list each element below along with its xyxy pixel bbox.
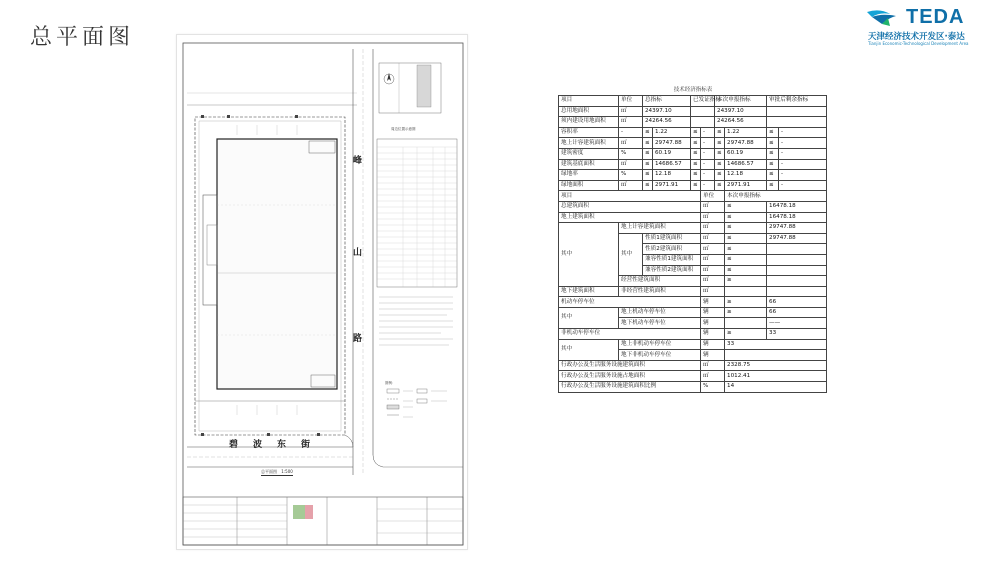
plan-scale: 1:500 [281, 469, 293, 474]
table-row [559, 159, 827, 170]
cell-value [767, 254, 827, 265]
cell-unit: 辆 [701, 297, 725, 308]
cell-group-label: 其中 [559, 339, 619, 360]
cell-op: ≤ [643, 170, 653, 181]
cell-name: 兼容性质1建筑面积 [643, 254, 701, 265]
plan-label-text: 总平面图 [261, 469, 277, 474]
cell-op: ≤ [715, 138, 725, 149]
header-issued: 已发证指标 [691, 96, 715, 107]
cell-value: —— [767, 318, 827, 329]
table-header-row [559, 96, 827, 107]
cell-name: 地上机动车停车位 [619, 307, 701, 318]
cell-issued: - [701, 148, 715, 159]
cell-unit: ㎡ [619, 159, 643, 170]
plan-label [261, 469, 293, 476]
cell-unit: ㎡ [619, 117, 643, 128]
cell-unit: ㎡ [701, 223, 725, 234]
cell-name: 总建筑面积 [559, 201, 701, 212]
table-row [559, 201, 827, 212]
cell-total: 29747.88 [653, 138, 691, 149]
cell-op: ≥ [725, 307, 767, 318]
table-row [559, 170, 827, 181]
cell-remain: - [779, 180, 827, 191]
cell-current: 2971.91 [725, 180, 767, 191]
cell-op: ≤ [715, 127, 725, 138]
cell-op: ≤ [643, 159, 653, 170]
cell-name: 行政办公及生活服务设施建筑面积 [559, 360, 701, 371]
cell-name: 地上建筑面积 [559, 212, 701, 223]
cell-value [767, 244, 827, 255]
cell-name: 非经营性建筑面积 [619, 286, 701, 297]
cell-name: 绿地率 [559, 170, 619, 181]
cell-current: 29747.88 [725, 138, 767, 149]
cell-current: 14686.57 [725, 159, 767, 170]
cell-op: ≤ [767, 170, 779, 181]
teda-logo [866, 6, 986, 50]
cell-total: 14686.57 [653, 159, 691, 170]
cell-name: 性质1建筑面积 [643, 233, 701, 244]
table-row [559, 360, 827, 371]
cell-value [767, 286, 827, 297]
cell-current: 60.19 [725, 148, 767, 159]
cell-op: ≥ [725, 329, 767, 340]
cell-unit: ㎡ [701, 371, 725, 382]
cell-op: ≤ [691, 148, 701, 159]
cell-name: 建筑基底面积 [559, 159, 619, 170]
cell-unit: ㎡ [701, 233, 725, 244]
header-item: 项目 [559, 96, 619, 107]
cell-value: 66 [767, 307, 827, 318]
header-current: 本次申报指标 [715, 96, 767, 107]
cell-total: 60.19 [653, 148, 691, 159]
cell-op: ≤ [725, 201, 767, 212]
cell-unit: 辆 [701, 307, 725, 318]
header-total: 总指标 [643, 96, 691, 107]
cell-unit: ㎡ [701, 286, 725, 297]
table-row [559, 297, 827, 308]
cell-unit: 辆 [701, 329, 725, 340]
cell-name: 地上计容建筑面积 [559, 138, 619, 149]
cell-op: ≤ [767, 180, 779, 191]
table-row [559, 117, 827, 128]
site-plan-drawing [176, 34, 468, 550]
cell-unit: ㎡ [619, 106, 643, 117]
cell-total: 24397.10 [643, 106, 691, 117]
cell-unit: ㎡ [701, 265, 725, 276]
cell-name: 行政办公及生活服务设施占地面积 [559, 371, 701, 382]
table-row [559, 223, 827, 234]
cell-issued [691, 117, 715, 128]
cell-op: ≤ [715, 180, 725, 191]
cell-unit: 辆 [701, 339, 725, 350]
cell-remain: - [779, 138, 827, 149]
header-unit: 单位 [619, 96, 643, 107]
cell-op: ≥ [725, 276, 767, 287]
cell-name: 建筑密度 [559, 148, 619, 159]
cell-op [725, 318, 767, 329]
cell-unit: ㎡ [701, 276, 725, 287]
cell-op: ≤ [767, 159, 779, 170]
road-label-fengshan-1: 峰 [353, 156, 363, 166]
table-row [559, 329, 827, 340]
cell-remain: - [779, 170, 827, 181]
cell-value [767, 265, 827, 276]
road-label-bibo-3: 东 [277, 440, 287, 450]
cell-current: 12.18 [725, 170, 767, 181]
logo-chinese-name: 天津经济技术开发区·泰达 [868, 32, 965, 42]
table-row [559, 138, 827, 149]
cell-value: 29747.88 [767, 223, 827, 234]
legend-title: 图例： [385, 381, 396, 385]
cell-name: 经营性建筑面积 [619, 276, 701, 287]
cell-op: ≤ [691, 170, 701, 181]
cell-unit: ㎡ [701, 360, 725, 371]
cell-name: 须内建设用地面积 [559, 117, 619, 128]
cell-issued [691, 106, 715, 117]
cell-group-label: 其中 [559, 223, 619, 287]
cell-op: ≤ [767, 127, 779, 138]
cell-op: ≤ [715, 170, 725, 181]
cell-op: ≤ [725, 244, 767, 255]
cell-issued: - [701, 138, 715, 149]
cell-unit: ㎡ [701, 212, 725, 223]
cell-current: 1.22 [725, 127, 767, 138]
cell-unit: 辆 [701, 318, 725, 329]
cell-value: 66 [767, 297, 827, 308]
cell-op: ≤ [725, 212, 767, 223]
table-row [559, 106, 827, 117]
table-row [559, 371, 827, 382]
tech-indicator-table [558, 95, 827, 393]
cell-op: ≤ [725, 254, 767, 265]
road-label-bibo-2: 波 [253, 440, 263, 450]
cell-name: 地上非机动车停车位 [619, 339, 701, 350]
cell-issued: - [701, 180, 715, 191]
lower-header-unit: 单位 [701, 191, 725, 202]
cell-total: 1.22 [653, 127, 691, 138]
cell-remain: - [779, 127, 827, 138]
cell-op: ≤ [643, 148, 653, 159]
table-row [559, 382, 827, 393]
cell-unit: ㎡ [701, 201, 725, 212]
road-label-bibo-4: 街 [301, 440, 311, 450]
cell-name: 非机动车停车位 [559, 329, 701, 340]
cell-value: 14 [725, 382, 827, 393]
cell-value [725, 350, 827, 361]
cell-op: ≤ [767, 148, 779, 159]
table-row [559, 127, 827, 138]
cell-unit: 辆 [701, 350, 725, 361]
tech-table-caption: 技术经济指标表 [673, 87, 713, 93]
site-plan-svg [177, 35, 469, 551]
cell-op: ≤ [643, 138, 653, 149]
cell-value: 33 [767, 329, 827, 340]
header-remain: 审批后剩余指标 [767, 96, 827, 107]
cell-name: 绿地面积 [559, 180, 619, 191]
cell-op: ≤ [691, 180, 701, 191]
cell-remain: - [779, 148, 827, 159]
cell-name: 行政办公及生活服务设施建筑面积比例 [559, 382, 701, 393]
cell-op: ≤ [715, 148, 725, 159]
table-row [559, 286, 827, 297]
cell-current: 24397.10 [715, 106, 767, 117]
cell-value: 2328.75 [725, 360, 827, 371]
cell-value: 29747.88 [767, 233, 827, 244]
page-title: 总平面图 [30, 25, 135, 50]
cell-unit: % [619, 148, 643, 159]
table-row [559, 212, 827, 223]
table-row [559, 148, 827, 159]
cell-name: 地下机动车停车位 [619, 318, 701, 329]
key-map-title: 周边位置示意图 [391, 127, 416, 131]
teda-wing-icon [866, 8, 906, 28]
cell-unit: % [701, 382, 725, 393]
road-label-bibo-1: 碧 [229, 440, 239, 450]
cell-issued: - [701, 159, 715, 170]
cell-name: 性质2建筑面积 [643, 244, 701, 255]
cell-value: 16478.18 [767, 212, 827, 223]
cell-total: 2971.91 [653, 180, 691, 191]
cell-current: 24264.56 [715, 117, 767, 128]
cell-name: 地上计容建筑面积 [619, 223, 701, 234]
table-row [559, 339, 827, 350]
cell-op: ≤ [691, 127, 701, 138]
cell-name: 容积率 [559, 127, 619, 138]
cell-remain [767, 106, 827, 117]
lower-header-current: 本次申报指标 [725, 191, 827, 202]
lower-header-row [559, 191, 827, 202]
cell-op [725, 286, 767, 297]
cell-op: ≤ [767, 138, 779, 149]
table-row [559, 307, 827, 318]
cell-remain [767, 117, 827, 128]
cell-total: 12.18 [653, 170, 691, 181]
cell-value: 33 [725, 339, 827, 350]
cell-value: 16478.18 [767, 201, 827, 212]
cell-op: ≤ [643, 127, 653, 138]
cell-op: ≥ [725, 297, 767, 308]
logo-wordmark: TEDA [906, 6, 965, 28]
cell-op: ≤ [643, 180, 653, 191]
cell-op: ≤ [715, 159, 725, 170]
cell-op: ≤ [725, 233, 767, 244]
cell-unit: ㎡ [701, 244, 725, 255]
cell-remain: - [779, 159, 827, 170]
cell-total: 24264.56 [643, 117, 691, 128]
cell-unit: ㎡ [619, 180, 643, 191]
cell-op: ≤ [725, 265, 767, 276]
cell-issued: - [701, 170, 715, 181]
cell-name: 兼容性质2建筑面积 [643, 265, 701, 276]
cell-name: 地下非机动车停车位 [619, 350, 701, 361]
lower-header-item: 项目 [559, 191, 701, 202]
cell-unit: ㎡ [619, 138, 643, 149]
cell-op: ≤ [691, 159, 701, 170]
road-label-fengshan-2: 山 [353, 248, 363, 258]
cell-op: ≤ [691, 138, 701, 149]
cell-issued: - [701, 127, 715, 138]
cell-group-label: 其中 [619, 233, 643, 275]
table-row [559, 180, 827, 191]
cell-name: 机动车停车位 [559, 297, 701, 308]
tech-indicator-panel [558, 85, 828, 393]
cell-unit: ㎡ [701, 254, 725, 265]
cell-value: 1012.41 [725, 371, 827, 382]
cell-unit: % [619, 170, 643, 181]
cell-group-label: 其中 [559, 307, 619, 328]
cell-unit: - [619, 127, 643, 138]
logo-english-name: Tianjin Economic-Technological Development Area [868, 41, 969, 46]
cell-name: 总用地面积 [559, 106, 619, 117]
cell-value [767, 276, 827, 287]
cell-op: ≤ [725, 223, 767, 234]
road-label-fengshan-3: 路 [353, 334, 363, 344]
cell-name: 地下建筑面积 [559, 286, 619, 297]
